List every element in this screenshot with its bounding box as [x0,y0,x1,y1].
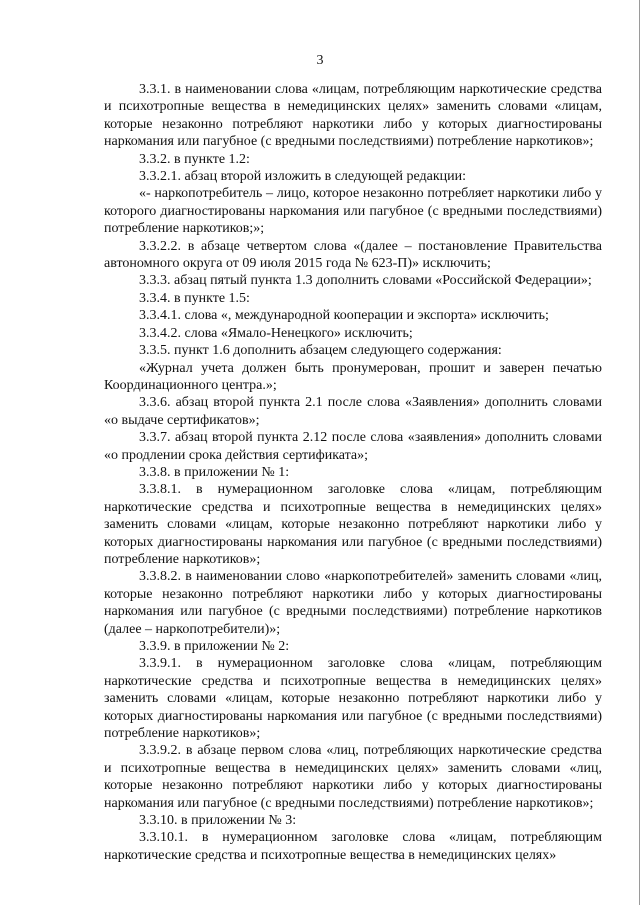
paragraph-3-3-10: 3.3.10. в приложении № 3: [139,813,297,829]
document-body [104,81,602,864]
paragraph-quote-journal: «Журнал учета должен быть пронумерован, прошит и заверен печатью Координационного центра.»; [104,360,602,393]
paragraph-3-3-2-1: 3.3.2.1. абзац второй изложить в следующей редакции: [139,169,467,185]
paragraph-3-3-9-2: 3.3.9.2. в абзаце первом слова «лиц, потребляющих наркотические средства и психотропные вещества в немедицинских целях» заменить словами «лиц, которые незаконно потребляют наркотики либо у которых диагностированы наркомания или пагубное (с вредными последствиями) потребление наркотиков»; [104,743,602,811]
paragraph-quote-narcouser: «- наркопотребитель – лицо, которое незаконно потребляет наркотики либо у которого диагностированы наркомания или пагубное (с вредными последствиями) потребление наркотиков;»; [104,186,602,237]
paragraph-3-3-4-1: 3.3.4.1. слова «, международной кооперации и экспорта» исключить; [139,308,549,324]
paragraph-3-3-7: 3.3.7. абзац второй пункта 2.12 после слова «заявления» дополнить словами «о продлении срока действия сертификата»; [104,430,602,463]
paragraph-3-3-8-2: 3.3.8.2. в наименовании слово «наркопотребителей» заменить словами «лиц, которые незаконно потребляют наркотики либо у которых диагностированы наркомания или пагубное (с вредными последствиями) потребление наркотиков (далее – наркопотребители)»; [104,569,602,637]
paragraph-3-3-1: 3.3.1. в наименовании слова «лицам, потребляющим наркотические средства и психотропные вещества в немедицинских целях» заменить словами «лицам, которые незаконно потребляют наркотики либо у которых диагностированы наркомания или пагубное (с вредными последствиями) потребление наркотиков»; [104,82,602,150]
paragraph-3-3-6: 3.3.6. абзац второй пункта 2.1 после слова «Заявления» дополнить словами «о выдаче сертификатов»; [104,395,602,428]
paragraph-3-3-3: 3.3.3. абзац пятый пункта 1.3 дополнить словами «Российской Федерации»; [139,273,592,289]
paragraph-3-3-9: 3.3.9. в приложении № 2: [139,639,290,654]
paragraph-3-3-8: 3.3.8. в приложении № 1: [139,464,290,480]
paragraph-3-3-4-2: 3.3.4.2. слова «Ямало-Ненецкого» исключить; [139,325,413,341]
page-number: 3 [316,53,324,68]
paragraph-3-3-2: 3.3.2. в пункте 1.2: [139,151,250,167]
paragraph-3-3-10-1: 3.3.10.1. в нумерационном заголовке слова «лицам, потребляющим наркотические средства и психотропные вещества в немедицинских целях» [104,830,602,863]
paragraph-3-3-9-1: 3.3.9.1. в нумерационном заголовке слова «лицам, потребляющим наркотические средства и психотропные вещества в немедицинских целях» заменить словами «лицам, которые незаконно потребляют наркотики либо у которых диагностированы наркомания или пагубное (с вредными последствиями) потребление наркотиков»; [104,656,602,742]
paragraph-3-3-5: 3.3.5. пункт 1.6 дополнить абзацем следующего содержания: [139,343,502,359]
paragraph-3-3-2-2: 3.3.2.2. в абзаце четвертом слова «(далее – постановление Правительства автономного округа от 09 июля 2015 года № 623-П)» исключить; [104,238,602,272]
paragraph-3-3-8-1: 3.3.8.1. в нумерационном заголовке слова «лицам, потребляющим наркотические средства и психотропные вещества в немедицинских целях» заменить словами «лицам, которые незаконно потребляют наркотики либо у которых диагностированы наркомания или пагубное (с вредными последствиями) потребление наркотиков»; [104,482,602,567]
paragraph-3-3-4: 3.3.4. в пункте 1.5: [139,290,250,306]
